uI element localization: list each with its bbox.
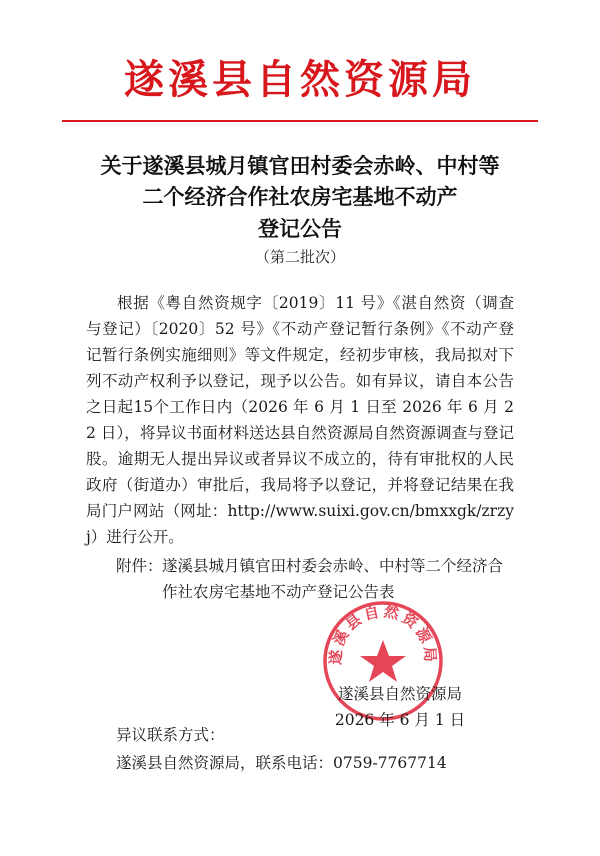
notice-title-line2: 二个经济合作社农房宅基地不动产 [142, 184, 458, 209]
body-paragraph: 根据《粤自然资规字〔2019〕11 号》《湛自然资（调查与登记）〔2020〕52 号》《不动产登记暂行条例》《不动产登记暂行条例实施细则》等文件规定，经初步审核，我局拟对下列不动产权利予以登记，现予以公告。如有异议，请自本公告之日起15个工作日内（2026 年 6 月 1 日至 2026 年 6 月 22 日），将异议书面材料送达县自然资源局自然资源调查与登记股。逾期无人提出异议或者异议不成立的，待有审批权的人民政府（街道办）审批后，我局将予以登记，并将登记结果在我局门户网站（网址：http://www.suixi.gov.cn/bmxxgk/zrzyj）进行公开。 [86, 294, 514, 546]
notice-body [86, 290, 514, 550]
org-header: 遂溪县自然资源局 [124, 56, 476, 103]
attachment [116, 553, 516, 605]
contact-line: 遂溪县自然资源局，联系电话：0759-7767714 [116, 754, 447, 772]
attachment-label: 附件： [116, 557, 163, 575]
official-seal-icon [320, 598, 446, 724]
svg-text:遂溪县自然资源局: 遂溪县自然资源局 [326, 602, 440, 666]
contact-heading: 异议联系方式： [116, 726, 225, 744]
notice-title-line1: 关于遂溪县城月镇官田村委会赤岭、中村等 [100, 153, 500, 178]
notice-title-line3: 登记公告 [258, 216, 342, 241]
batch-label: （第二批次） [254, 248, 345, 266]
issuer-name: 遂溪县自然资源局 [337, 685, 462, 703]
issue-date: 2026 年 6 月 1 日 [334, 711, 466, 729]
header-rule [62, 120, 538, 122]
attachment-text: 遂溪县城月镇官田村委会赤岭、中村等二个经济合作社农房宅基地不动产登记公告表 [162, 557, 504, 601]
